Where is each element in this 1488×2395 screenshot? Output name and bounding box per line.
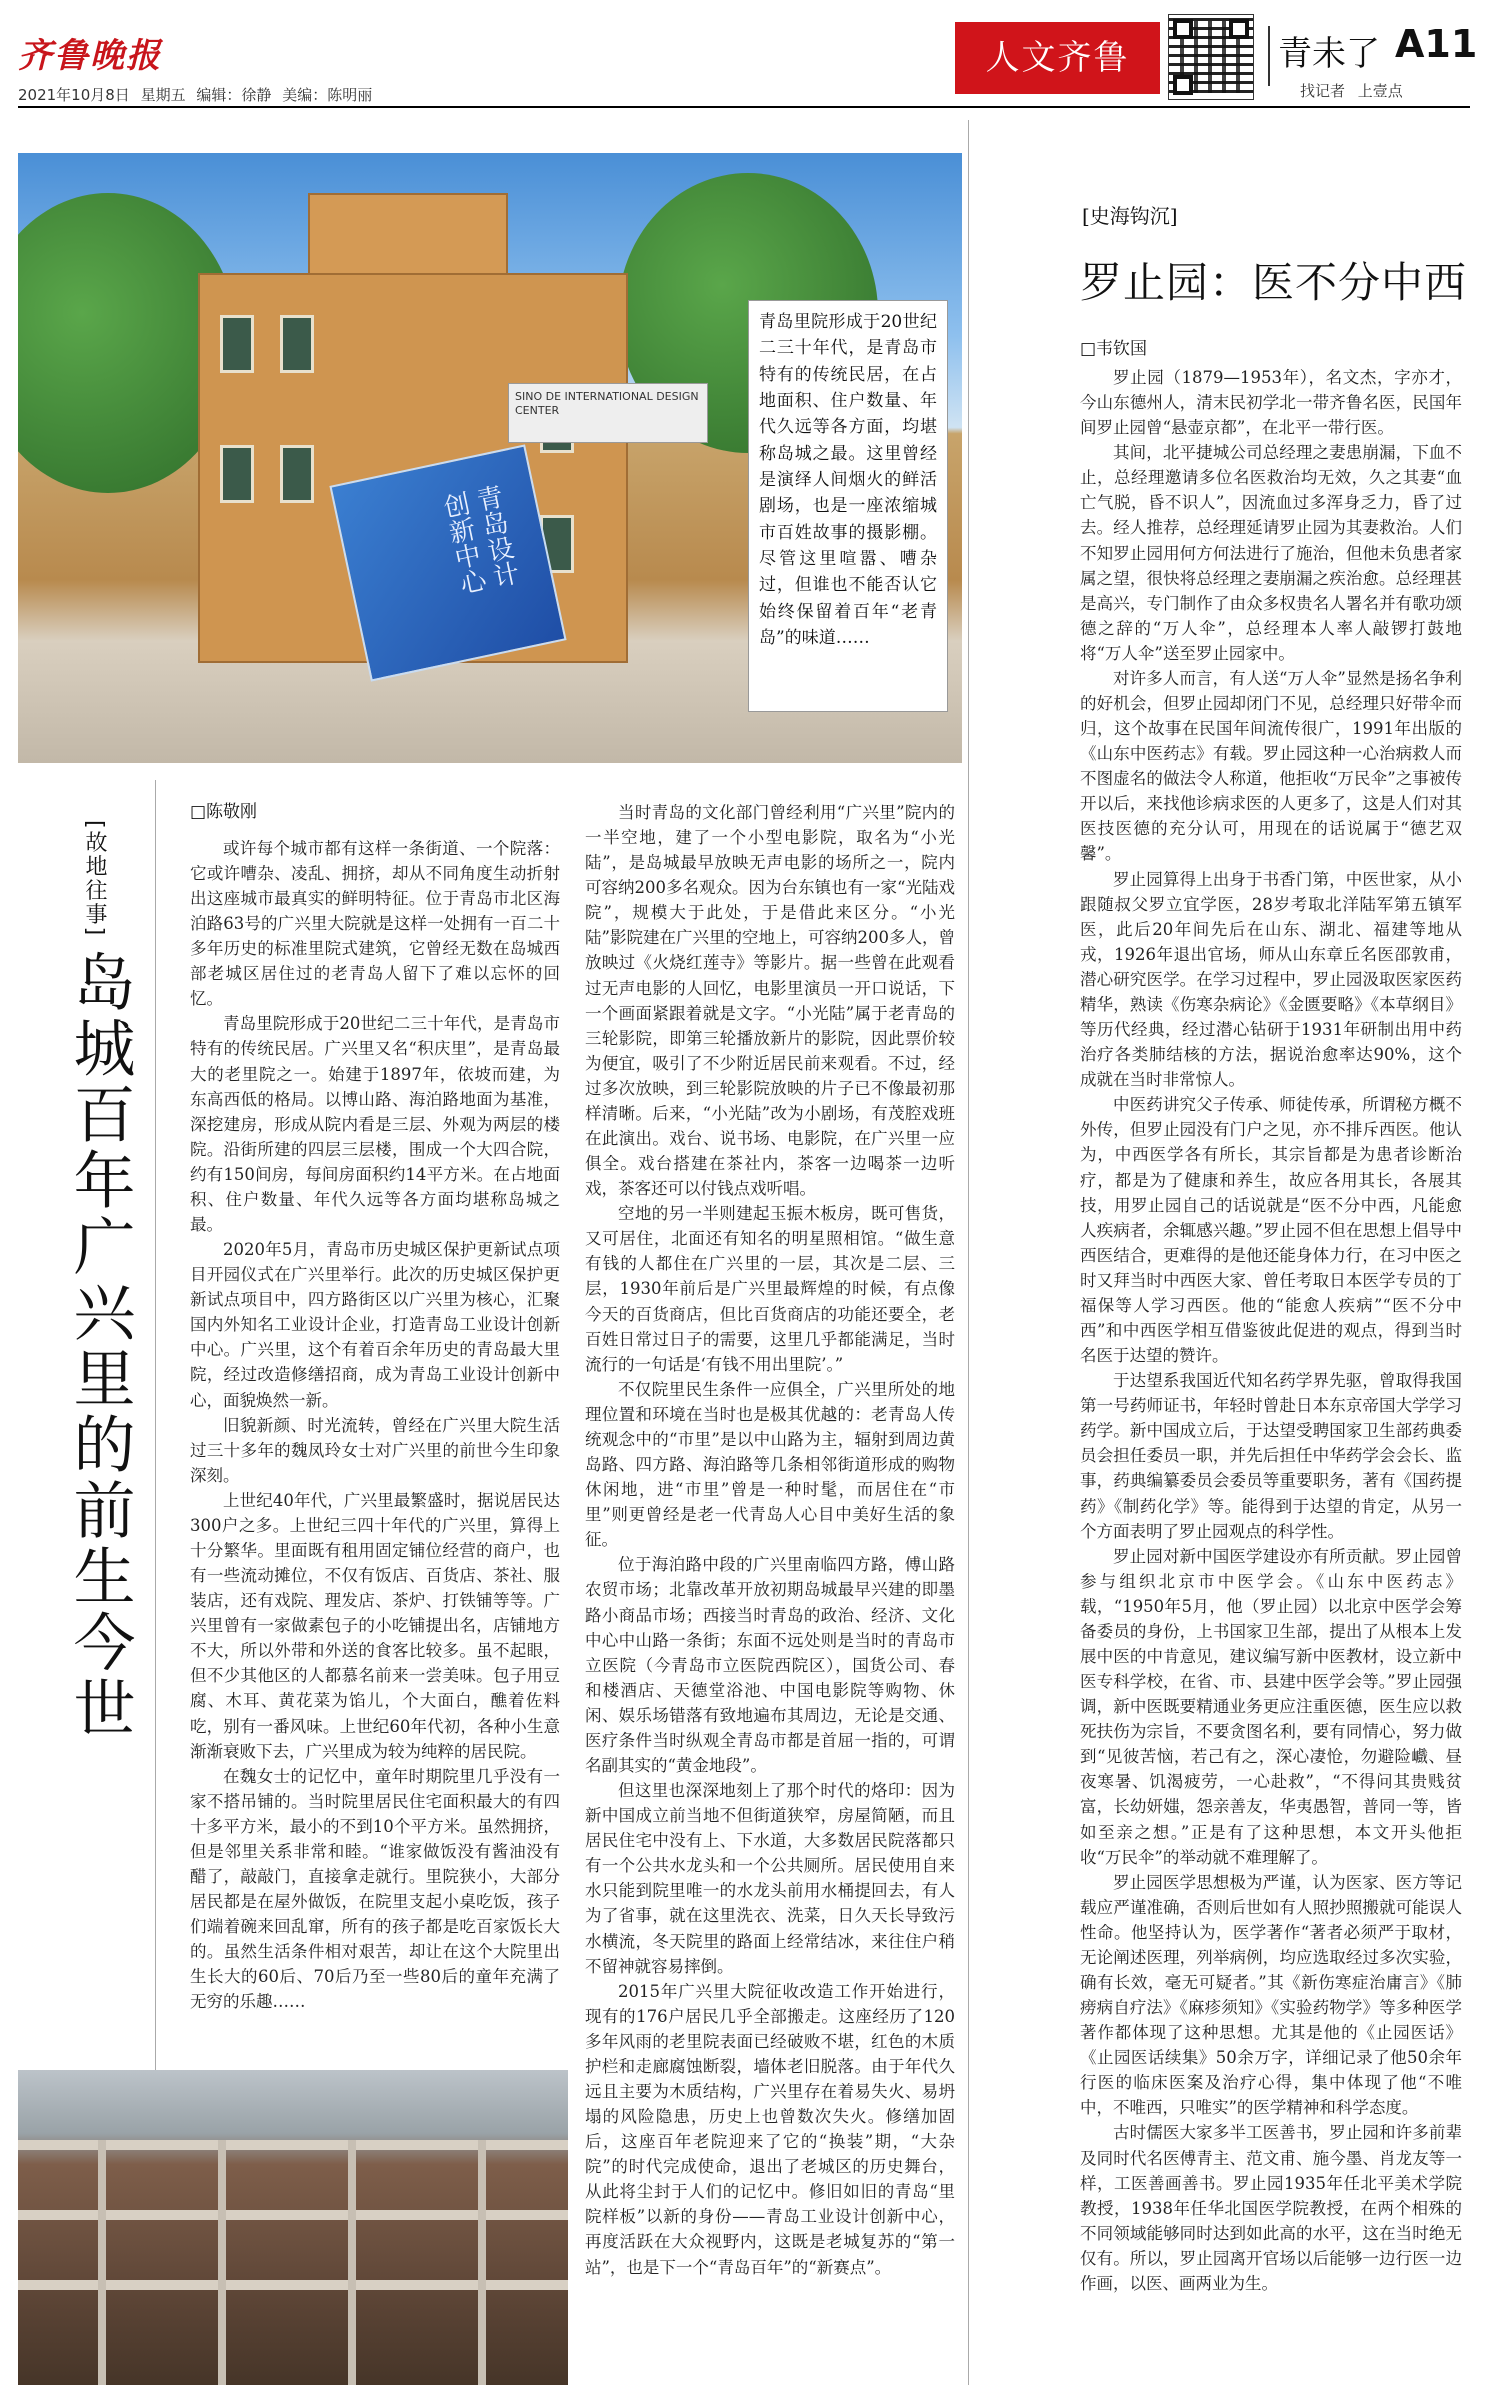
paragraph: 在魏女士的记忆中，童年时期院里几乎没有一家不搭吊铺的。当时院里居民住宅面积最大的有四十多平方米，最小的不到10个平方米。虽然拥挤，但是邻里关系非常和睦。“谁家做饭没有酱油没有醋了，敲敲门，直接拿走就行。里院狭小，大部分居民都是在屋外做饭，在院里支起小桌吃饭，孩子们端着碗来回乱窜，所有的孩子都是吃百家饭长大的。虽然生活条件相对艰苦，却让在这个大院里出生长大的60后、70后乃至一些80后的童年充满了无穷的乐趣…… <box>190 1766 560 2012</box>
issue-date: 2021年10月8日 <box>18 86 130 104</box>
article-divider <box>968 120 969 2385</box>
designer-credit: 美编：陈明丽 <box>282 86 373 104</box>
header-divider <box>1268 26 1270 86</box>
paragraph: 罗止园算得上出身于书香门第，中医世家，从小跟随叔父罗立宜学医，28岁考取北洋陆军第五镇军医，此后20年间先后在山东、湖北、福建等地从戎，1926年退出官场，师从山东章丘名医邵敦甫，潜心研究医学。在学习过程中，罗止园汲取医家医药精华，熟读《伤寒杂病论》《金匮要略》《本草纲目》等历代经典，经过潜心钻研于1931年研制出用中药治疗各类肺结核的方法，据说治愈率达90%，这个成就在当时非常惊人。 <box>1080 869 1462 1090</box>
paragraph: 位于海泊路中段的广兴里南临四方路，傅山路农贸市场；北靠改革开放初期岛城最早兴建的即墨路小商品市场；西接当时青岛的政治、经济、文化中心中山路一条街；东面不远处则是当时的青岛市立医院（今青岛市立医院西院区），国货公司、春和楼酒店、天德堂浴池、中国电影院等购物、休闲、娱乐场错落有致地遍布其周边，无论是交通、医疗条件当时纵观全青岛市都是首屈一指的，可谓名副其实的“黄金地段”。 <box>585 1555 955 1775</box>
section-tag: 人文齐鲁 <box>955 22 1160 94</box>
right-article-body <box>1080 365 1462 2385</box>
paragraph: 青岛里院形成于20世纪二三十年代，是青岛市特有的传统民居。广兴里又名“积庆里”，是青岛最大的老里院之一。始建于1897年，依坡而建，为东高西低的格局。以博山路、海泊路地面为基准，深挖建房，形成从院内看是三层、外观为两层的楼院。沿街所建的四层三层楼，围成一个大四合院，约有150间房，每间房面积约14平方米。在占地面积、住户数量、年代久远等各方面均堪称岛城之最。 <box>190 1014 560 1234</box>
paragraph: 对许多人而言，有人送“万人伞”显然是扬名争利的好机会，但罗止园却闭门不见，总经理只好带伞而归，这个故事在民国年间流传很广，1991年出版的《山东中医药志》有载。罗止园这种一心治病救人而不图虚名的做法令人称道，他拒收“万民伞”之事被传开以后，来找他诊病求医的人更多了，这是人们对其医技医德的充分认可，用现在的话说属于“德艺双馨”。 <box>1080 668 1462 864</box>
paragraph: 或许每个城市都有这样一条街道、一个院落：它或许嘈杂、凌乱、拥挤，却从不同角度生动折射出这座城市最真实的鲜明特征。位于青岛市北区海泊路63号的广兴里大院就是这样一处拥有一百二十多年历史的标准里院式建筑，它曾经无数在岛城西部老城区居住过的老青岛人留下了难以忘怀的回忆。 <box>190 838 560 1009</box>
left-byline: □陈敬刚 <box>190 802 258 822</box>
paragraph: 2020年5月，青岛市历史城区保护更新试点项目开园仪式在广兴里举行。此次的历史城区保护更新试点项目中，四方路街区以广兴里为核心，汇聚国内外知名工业设计企业，打造青岛工业设计创新中心。广兴里，这个有着百余年历史的青岛最大里院，经过改造修缮招商，成为青岛工业设计创新中心，面貌焕然一新。 <box>190 1240 560 1410</box>
paragraph: 罗止园（1879—1953年），名文杰，字亦才，今山东德州人，清末民初学北一带齐鲁名医，民国年间罗止园曾“悬壶京都”，在北平一带行医。 <box>1080 368 1462 438</box>
paragraph: 其间，北平捷城公司总经理之妻患崩漏，下血不止，总经理邀请多位名医救治均无效，久之其妻“血亡气脱，昏不识人”，因流血过多浑身乏力，昏了过去。经人推荐，总经理延请罗止园为其妻救治。人们不知罗止园用何方何法进行了施治，但他未负患者家属之望，很快将总经理之妻崩漏之疾治愈。总经理甚是高兴，专门制作了由众多权贵名人署名并有歌功颂德之辞的“万人伞”，总经理本人率人敲锣打鼓地将“万人伞”送至罗止园家中。 <box>1080 443 1462 663</box>
issue-weekday: 星期五 <box>140 86 186 104</box>
qr-code-icon[interactable] <box>1168 14 1254 100</box>
editor-credit: 编辑：徐静 <box>196 86 272 104</box>
right-byline: □韦钦国 <box>1080 339 1148 359</box>
page-number: A11 <box>1395 22 1478 66</box>
sculpture-cube <box>329 444 566 681</box>
paragraph: 于达望系我国近代知名药学界先驱，曾取得我国第一号药师证书，年轻时曾赴日本东京帝国大学学习药学。新中国成立后，于达望受聘国家卫生部药典委员会担任委员一职，并先后担任中华药学会会长、监事，药典编纂委员会委员等重要职务，著有《国药提药》《制药化学》等。能得到于达望的肯定，从另一个方面表明了罗止园观点的科学性。 <box>1080 1371 1462 1541</box>
top-photo <box>18 153 962 763</box>
paragraph: 上世纪40年代，广兴里最繁盛时，据说居民达300户之多。上世纪三四十年代的广兴里，算得上十分繁华。里面既有租用固定铺位经营的商户，也有一些流动摊位，不仅有饭店、百货店、茶社、服装店，还有戏院、理发店、茶炉、打铁铺等等。广兴里曾有一家做素包子的小吃铺提出名，店铺地方不大，所以外带和外送的食客比较多。虽不起眼，但不少其他区的人都慕名前来一尝美味。包子用豆腐、木耳、黄花菜为馅儿，个大面白，醮着佐料吃，别有一番风味。上世纪60年代初，各种小生意渐渐衰败下去，广兴里成为较为纯粹的居民院。 <box>190 1490 560 1761</box>
paragraph: 中医药讲究父子传承、师徒传承，所谓秘方概不外传，但罗止园没有门户之见，亦不排斥西医。他认为，中西医学各有所长，其宗旨都是为患者诊断治疗，都是为了健康和养生，故应各用其长，各展其技，用罗止园自己的话说就是“医不分中西，凡能愈人疾病者，余辄感兴趣。”罗止园不但在思想上倡导中西医结合，更难得的是他还能身体力行，在习中医之时又拜当时中西医大家、曾任考取日本医学专员的丁福保等人学习西医。他的“能愈人疾病”“医不分中西”和中西医学相互借鉴彼此促进的观点，得到当时名医于达望的赞许。 <box>1080 1095 1462 1366</box>
right-headline: 罗止园：医不分中西 <box>1080 258 1468 307</box>
left-headline: 岛城百年广兴里的前生今世 <box>63 950 136 1742</box>
page-staff-line: 找记者 上壹点 <box>1300 82 1403 100</box>
bottom-photo <box>18 2070 568 2385</box>
photo-caption: 青岛里院形成于20世纪二三十年代，是青岛市特有的传统民居，在占地面积、住户数量、年代久远等各方面，均堪称岛城之最。这里曾经是演绎人间烟火的鲜活剧场，也是一座浓缩城市百姓故事的摄影棚。尽管这里喧嚣、嘈杂过，但谁也不能否认它始终保留着百年“老青岛”的味道…… <box>748 300 948 712</box>
paragraph: 古时儒医大家多半工医善书，罗止园和许多前辈及同时代名医傅青主、范文甫、施今墨、肖龙友等一样，工医善画善书。罗止园1935年任北平美术学院教授，1938年任华北国医学院教授，在两个相殊的不同领域能够同时达到如此高的水平，这在当时绝无仅有。所以，罗止园离开官场以后能够一边行医一边作画，以医、画两业为生。 <box>1080 2123 1462 2293</box>
paragraph: 当时青岛的文化部门曾经利用“广兴里”院内的一半空地，建了一个小型电影院，取名为“小光陆”，是岛城最早放映无声电影的场所之一，院内可容纳200多名观众。因为台东镇也有一家“光陆戏院”，规模大于此处，于是借此来区分。“小光陆”影院建在广兴里的空地上，可容纳200多人，曾放映过《火烧红莲寺》等影片。据一些曾在此观看过无声电影的人回忆，电影里演员一开口说话，下一个画面紧跟着就是文字。“小光陆”属于老青岛的三轮影院，即第三轮播放新片的影院，因此票价较为便宜，吸引了不少附近居民前来观看。不过，经过多次放映，到三轮影院放映的片子已不像最初那样清晰。后来，“小光陆”改为小剧场，有茂腔戏班在此演出。戏台、说书场、电影院，在广兴里一应俱全。戏台搭建在茶社内，茶客一边喝茶一边听戏，茶客还可以付钱点戏听唱。 <box>585 803 955 1199</box>
paragraph: 罗止园对新中国医学建设亦有所贡献。罗止园曾参与组织北京市中医学会。《山东中医药志》载，“1950年5月，他（罗止园）以北京中医学会筹备委员的身份，上书国家卫生部，提出了从根本上发展中医的中肯意见，建议编写新中医教材，设立新中医专科学校，在省、市、县建中医学会等。”罗止园强调，新中医既要精通业务更应注重医德，医生应以救死扶伤为宗旨，不要贪图名利，要有同情心，努力做到“见彼苦恼，若己有之，深心凄怆，勿避险巇、昼夜寒暑、饥渴疲劳，一心赴救”，“不得问其贵贱贫富，长幼妍媸，怨亲善友，华夷愚智，普同一等，皆如至亲之想。”正是有了这种思想，本文开头他拒收“万民伞”的举动就不难理解了。 <box>1080 1546 1462 1867</box>
paragraph: 旧貌新颜、时光流转，曾经在广兴里大院生活过三十多年的魏凤玲女士对广兴里的前世今生印象深刻。 <box>190 1415 560 1485</box>
left-article-col1 <box>190 800 560 2060</box>
paragraph: 空地的另一半则建起玉振木板房，既可售货，又可居住，北面还有知名的明星照相馆。“做生意有钱的人都住在广兴里的一层，其次是二层、三层，1930年前后是广兴里最辉煌的时候，有点像今天的百货商店，但比百货商店的功能还要全，老百姓日常过日子的需要，这里几乎都能满足，当时流行的一句话是‘有钱不用出里院’。” <box>585 1204 955 1374</box>
issue-info <box>18 84 372 105</box>
paragraph: 不仅院里民生条件一应俱全，广兴里所处的地理位置和环境在当时也是极其优越的：老青岛人传统观念中的“市里”是以中山路为主，辐射到周边黄岛路、四方路、海泊路等几条相邻街道形成的购物休闲地，进“市里”曾是一种时髦，而居住在“市里”则更曾经是老一代青岛人心目中美好生活的象征。 <box>585 1379 955 1550</box>
cube-lettering: 青岛设计 创新中心 <box>436 482 522 598</box>
left-kicker: [故地往事] <box>82 820 107 938</box>
right-kicker: [史海钩沉] <box>1082 204 1178 228</box>
building-sign: SINO DE INTERNATIONAL DESIGN CENTER <box>508 383 708 443</box>
left-article-col2 <box>585 800 955 2385</box>
page-title: 青未了 <box>1278 34 1380 74</box>
header-rule <box>18 106 1470 108</box>
paragraph: 但这里也深深地刻上了那个时代的烙印：因为新中国成立前当地不但街道狭窄，房屋简陋，而且居民住宅中没有上、下水道，大多数居民院落都只有一个公共水龙头和一个公共厕所。居民使用自来水只能到院里唯一的水龙头前用水桶提回去，有人为了省事，就在这里洗衣、洗菜，日久天长导致污水横流，冬天院里的路面上经常结冰，来往住户稍不留神就容易摔倒。 <box>585 1781 955 1976</box>
paragraph: 罗止园医学思想极为严谨，认为医家、医方等记载应严谨准确，否则后世如有人照抄照搬就可能误人性命。他坚持认为，医学著作“著者必须严于取材，无论阐述医理，列举病例，均应选取经过多次实验，确有长效，毫无可疑者。”其《新伤寒症治庸言》《肺痨病自疗法》《麻疹须知》《实验药物学》等多种医学著作都体现了这种思想。尤其是他的《止园医话》《止园医话续集》50余万字，详细记录了他50余年行医的临床医案及治疗心得，集中体现了他“不唯中，不唯西，只唯实”的医学精神和科学态度。 <box>1080 1872 1462 2118</box>
paragraph: 2015年广兴里大院征收改造工作开始进行，现有的176户居民几乎全部搬走。这座经历了120多年风雨的老里院表面已经破败不堪，红色的木质护栏和走廊腐蚀断裂，墙体老旧脱落。由于年代久远且主要为木质结构，广兴里存在着易失火、易坍塌的风险隐患，历史上也曾数次失火。修缮加固后，这座百年老院迎来了它的“换装”期，“大杂院”的时代完成使命，退出了老城区的历史舞台，从此将尘封于人们的记忆中。修旧如旧的青岛“里院样板”以新的身份——青岛工业设计创新中心，再度活跃在大众视野内，这既是老城复苏的“第一站”，也是下一个“青岛百年”的“新赛点”。 <box>585 1981 955 2277</box>
masthead-logo: 齐鲁晚报 <box>18 36 162 76</box>
